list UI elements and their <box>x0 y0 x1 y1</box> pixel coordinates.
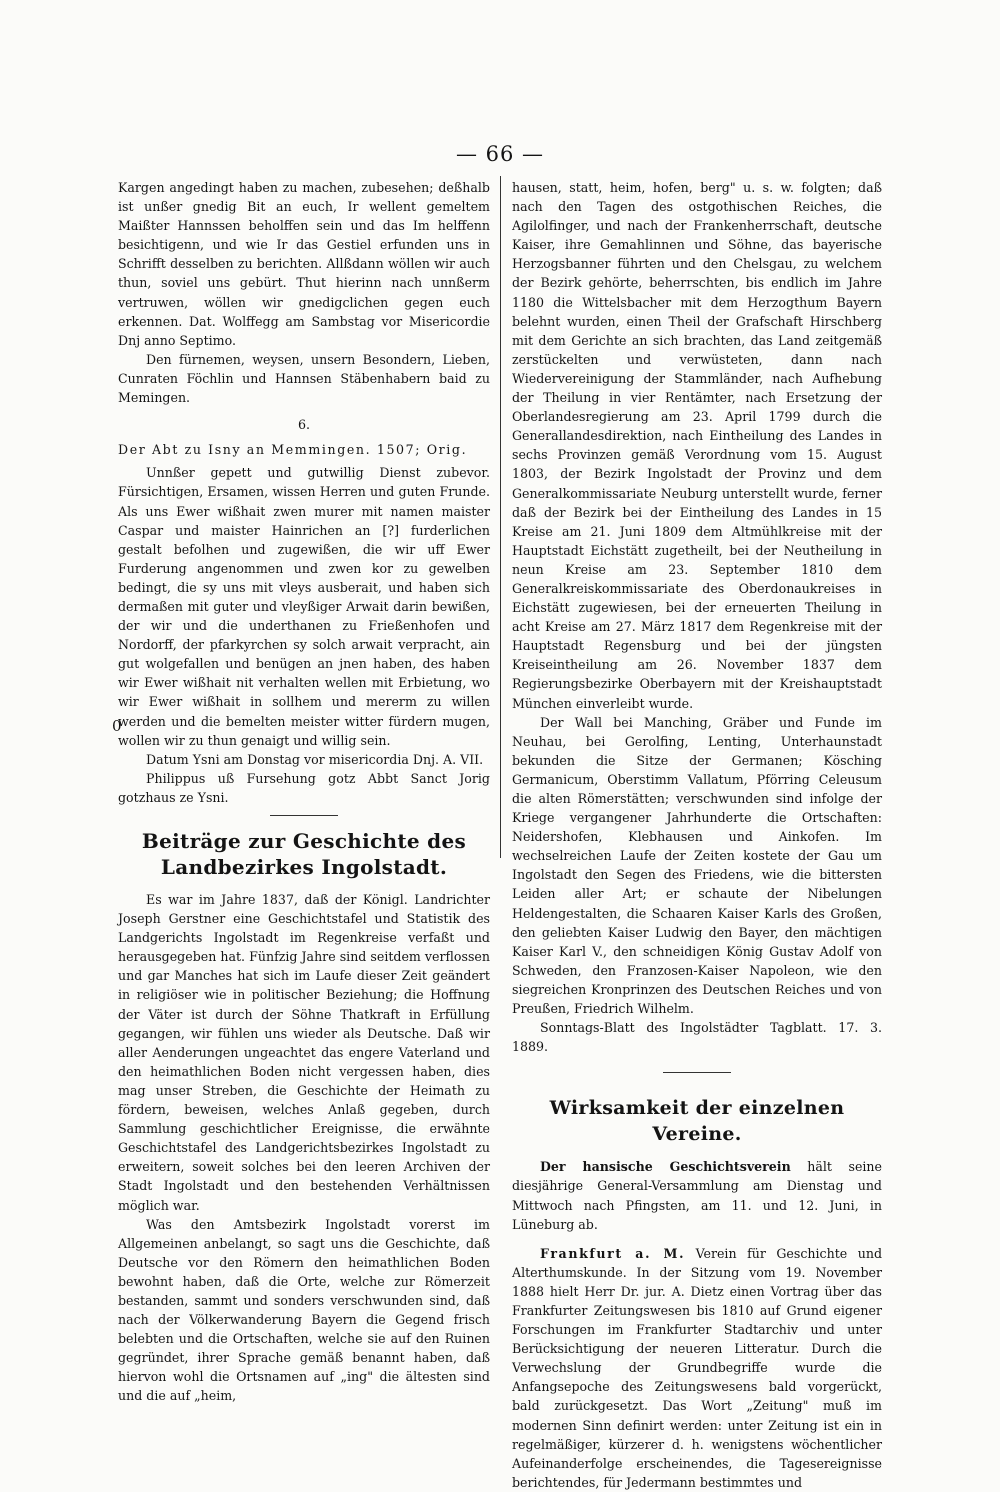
article-paragraph: Es war im Jahre 1837, daß der Königl. Landrichter Joseph Gerstner eine Geschichtstafel und Statistik des Landgerichts Ingolstadt im Regenkreise verfaßt und herausgegeben hat. Fünfzig Jahre sind seitdem verflossen und gar Manches hat sich im Laufe dieser Zeit geändert in religiöser wie in politischer Beziehung; die Hoffnung der Väter ist durch der Söhne Thatkraft in Erfüllung gegangen, wir fühlen uns wieder als Deutsche. Daß wir aller Aenderungen ungeachtet das engere Vaterland und den heimathlichen Boden nicht vergessen haben, dies mag unser Streben, die Geschichte der Heimath zu fördern, beweisen, welches Anlaß gegeben, durch Sammlung geschichtlicher Ereignisse, die erwähnte Geschichtstafel des Landgerichtsbezirkes Ingolstadt zu erweitern, soweit solches bei den leeren Archiven der Stadt Ingolstadt und den bestehenden Verhältnissen möglich war. <box>118 892 490 1213</box>
letter-continuation: Kargen angedingt haben zu machen, zubesehen; deßhalb ist unßer gnedig Bit an euch, Ir wellent gemeltem Maißter Hannssen beholffen sein und das Im helffenn besichtigenn, und wie Ir das Gestiel erfunden uns in Schrifft desselben zu berichten. Allßdann wöllen wir auch thun, soviel uns gebürt. Thut hierinn nach unnßerm vertruwen, wöllen wir gnedigclichen gegen euch erkennen. Dat. Wolffegg am Sambstag vor Misericordie Dnj anno Septimo. <box>118 180 490 348</box>
section-divider <box>270 815 338 816</box>
letter-signature: Philippus uß Fursehung gotz Abbt Sanct Jorig gotzhaus ze Ysni. <box>118 770 490 805</box>
margin-mark: 0 <box>112 717 122 735</box>
right-column <box>512 178 882 1492</box>
section-title-ingolstadt: Beiträge zur Geschichte des Landbezirkes Ingolstadt. <box>141 829 467 879</box>
society-text: hält seine diesjährige General-Versammlung am Dienstag und Mittwoch nach Pfingsten, am 11. und 12. Juni, in Lüneburg ab. <box>512 1159 882 1232</box>
document-heading: Der Abt zu Isny an Memmingen. 1507; Orig. <box>118 442 468 458</box>
letter-date: Datum Ysni am Donstag vor misericordia Dnj. A. VII. <box>146 751 484 767</box>
section-title-vereine: Wirksamkeit der einzelnen Vereine. <box>549 1097 845 1146</box>
document-number: 6. <box>297 417 311 433</box>
section-divider <box>663 1072 731 1073</box>
left-column <box>118 178 490 1406</box>
article-paragraph: Der Wall bei Manching, Gräber und Funde im Neuhau, bei Gerolfing, Lenting, Unterhaunstadt bekunden die Sitze der Germanen; Kösching Germanicum, Oberstimm Vallatum, Pförring Celeusum die alten Römerstätten; verschwunden sind infolge der Kriege vergangener Jahrhunderte die Ortschaften: Neidershofen, Klebhausen und Ainkofen. Im wechselreichen Laufe der Zeiten kostete der Gau um Ingolstadt den Segen des Friedens, wie die bittersten Leiden aller Art; er schaute der Nibelungen Heldengestalten, die Schaaren Kaiser Karls des Großen, den geliebten Kaiser Ludwig den Bayer, den mächtigen Kaiser Karl V., den schneidigen König Gustav Adolf von Schweden, den Franzosen-Kaiser Napoleon, wie den siegreichen Kronprinzen des Deutschen Reiches und von Preußen, Friedrich Wilhelm. <box>512 714 882 1017</box>
letter-address: Den fürnemen, weysen, unsern Besondern, Lieben, Cunraten Föchlin und Hannsen Stäbenhabern baid zu Memingen. <box>118 351 490 406</box>
society-name: Der hansische Geschichtsverein <box>540 1159 791 1175</box>
page-number: — 66 — <box>455 142 545 166</box>
column-divider <box>500 176 501 858</box>
society-text: Verein für Geschichte und Alterthumskunde. In der Sitzung vom 19. November 1888 hielt Herr Dr. jur. A. Dietz einen Vortrag über das Frankfurter Zeitungswesen bis 1810 auf Grund eigener Forschungen im Frankfurter Stadtarchiv und unter Berücksichtigung der neueren Litteratur. Durch die Verwechslung der Grundbegriffe wurde die Anfangsepoche des Zeitungswesens bald vorgerückt, bald zurückgesetzt. Das Wort „Zeitung" muß im modernen Sinn definirt werden: unter Zeitung ist ein in regelmäßiger, kürzerer d. h. wenigstens wöchentlicher Aufeinanderfolge erscheinendes, die Tagesereignisse berichtendes, für Jedermann bestimmtes und <box>512 1245 882 1490</box>
letter-body: Unnßer gepett und gutwillig Dienst zubevor. Fürsichtigen, Ersamen, wissen Herren und guten Frunde. Als uns Ewer wißhait zwen murer mit namen maister Caspar und maister Hainrichen an [?] furderlichen gestalt befolhen und zugewißen, die wir uff Ewer Furderung angenommen und zwen kor zu gewelben bedingt, die sy uns mit vleys ausberait, und haben sich dermaßen mit guter und vleyßiger Arwait darin bewißen, der wir und die underthanen zu Frießenhofen und Nordorff, der pfarkyrchen sy solch arwait verpracht, ain gut wolgefallen und benügen an jnen haben, des haben wir Ewer wißhait nit verhalten wellen mit Erbietung, wo wir Ewer wißhait in sollhem und mererm zu willen werden und die bemelten meister witter fürdern mugen, wollen wir zu thun genaigt und willig sein. <box>118 465 490 748</box>
society-name: Frankfurt a. M. <box>540 1245 686 1261</box>
society-entry <box>512 1244 882 1492</box>
article-continuation: hausen, statt, heim, hofen, berg" u. s. w. folgten; daß nach den Tagen des ostgothischen Reiches, die Agilolfinger, und nach der Frankenherrschaft, deutsche Kaiser, ihre Gemahlinnen und Söhne, das bayerische Herzogsbanner führten und den Chelsgau, zu welchem der Bezirk gehörte, beherrschten, bis endlich im Jahre 1180 die Wittelsbacher mit dem Herzogthum Bayern belehnt wurden, einen Theil der Grafschaft Hirschberg mit dem Gerichte an sich brachten, das Land zeitgemäß zerstückelten und verwüsteten, dann nach Wiedervereinigung der Stammländer, nach Aufhebung der Theilung in vier Rentämter, nach Ersetzung der Oberlandesregierung am 23. April 1799 durch die Generallandesdirektion, nach Eintheilung des Landes in sechs Provinzen gemäß Verordnung vom 15. August 1803, der Bezirk Ingolstadt der Provinz und dem Generalkommissariate Neuburg unterstellt wurde, ferner daß der Bezirk bei der Eintheilung des Landes in 15 Kreise am 21. Juni 1809 dem Altmühlkreise mit der Hauptstadt Eichstätt zugetheilt, bei der Neutheilung in neun Kreise am 23. September 1810 dem Generalkreiskommissariate des Oberdonaukreises in Eichstätt zugewiesen, bei der erneuerten Theilung in acht Kreise am 27. März 1817 dem Regenkreise mit der Hauptstadt Regensburg und bei der jüngsten Kreiseintheilung am 26. November 1837 dem Regierungsbezirke Oberbayern mit der Kreishauptstadt München einverleibt wurde. <box>512 180 882 711</box>
article-source: Sonntags-Blatt des Ingolstädter Tagblatt. 17. 3. 1889. <box>512 1020 882 1055</box>
article-paragraph: Was den Amtsbezirk Ingolstadt vorerst im Allgemeinen anbelangt, so sagt uns die Geschichte, daß Deutsche vor den Römern den heimathlichen Boden bewohnt haben, daß die Orte, welche zur Römerzeit bestanden, sammt und sonders verschwunden sind, daß nach der Völkerwanderung Bayern die Gegend frisch belebten und die Ortschaften, welche sie auf den Ruinen gegründet, ihrer Sprache gemäß benannt haben, daß hiervon wohl die Ortsnamen auf „ing" die ältesten sind und die auf „heim, <box>118 1216 490 1404</box>
society-entry <box>512 1157 882 1233</box>
